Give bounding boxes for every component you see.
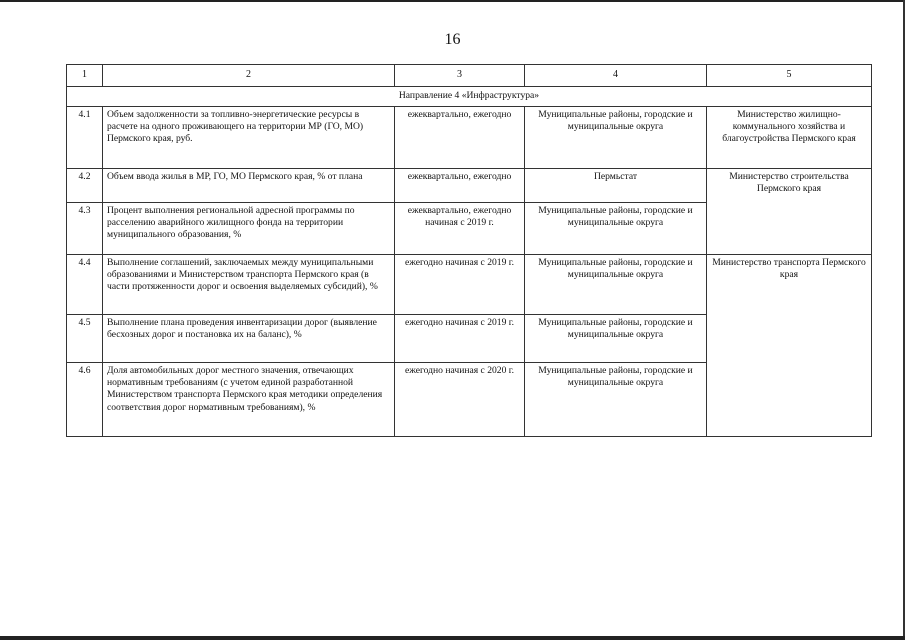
indicator-cell: Объем ввода жилья в МР, ГО, МО Пермского края, % от плана xyxy=(103,169,395,203)
indicator-cell: Выполнение плана проведения инвентаризации дорог (выявление бесхозных дорог и постановка их на баланс), % xyxy=(103,315,395,363)
responsible-cell xyxy=(707,315,872,363)
section-title: Направление 4 «Инфраструктура» xyxy=(67,87,872,107)
table-row xyxy=(67,315,872,363)
bottom-border-line xyxy=(0,636,905,640)
table-row xyxy=(67,107,872,169)
table-row xyxy=(67,363,872,437)
row-number: 4.6 xyxy=(67,363,103,437)
source-cell: Муниципальные районы, городские и муниципальные округа xyxy=(525,363,707,437)
responsible-cell: Министерство транспорта Пермского края xyxy=(707,255,872,315)
row-number: 4.2 xyxy=(67,169,103,203)
header-row xyxy=(67,65,872,87)
row-number: 4.5 xyxy=(67,315,103,363)
indicator-cell: Процент выполнения региональной адресной программы по расселению аварийного жилищного фонда на территории муниципального образования, % xyxy=(103,203,395,255)
frequency-cell: ежегодно начиная с 2019 г. xyxy=(395,255,525,315)
source-cell: Пермьстат xyxy=(525,169,707,203)
row-number: 4.4 xyxy=(67,255,103,315)
header-col-3: 3 xyxy=(395,65,525,87)
source-cell: Муниципальные районы, городские и муниципальные округа xyxy=(525,255,707,315)
source-cell: Муниципальные районы, городские и муниципальные округа xyxy=(525,315,707,363)
source-cell: Муниципальные районы, городские и муниципальные округа xyxy=(525,203,707,255)
header-col-2: 2 xyxy=(103,65,395,87)
header-col-4: 4 xyxy=(525,65,707,87)
table-row xyxy=(67,255,872,315)
responsible-cell xyxy=(707,363,872,437)
frequency-cell: ежегодно начиная с 2020 г. xyxy=(395,363,525,437)
source-cell: Муниципальные районы, городские и муниципальные округа xyxy=(525,107,707,169)
header-col-1: 1 xyxy=(67,65,103,87)
indicator-cell: Доля автомобильных дорог местного значения, отвечающих нормативным требованиям (с учетом единой разработанной Министерством транспорта Пермского края методики определения соответствия дорог нормативным требованиям), % xyxy=(103,363,395,437)
responsible-cell xyxy=(707,203,872,255)
row-number: 4.3 xyxy=(67,203,103,255)
row-number: 4.1 xyxy=(67,107,103,169)
section-row xyxy=(67,87,872,107)
frequency-cell: ежеквартально, ежегодно xyxy=(395,169,525,203)
top-border-line xyxy=(0,0,905,2)
header-col-5: 5 xyxy=(707,65,872,87)
indicators-table xyxy=(66,64,872,437)
indicator-cell: Объем задолженности за топливно-энергетические ресурсы в расчете на одного проживающего на территории МР (ГО, МО) Пермского края, руб. xyxy=(103,107,395,169)
table-row xyxy=(67,203,872,255)
page-number: 16 xyxy=(444,31,461,48)
frequency-cell: ежеквартально, ежегодно начиная с 2019 г. xyxy=(395,203,525,255)
frequency-cell: ежеквартально, ежегодно xyxy=(395,107,525,169)
indicator-cell: Выполнение соглашений, заключаемых между муниципальными образованиями и Министерством транспорта Пермского края (в части протяженности дорог и освоения выделяемых субсидий), % xyxy=(103,255,395,315)
frequency-cell: ежегодно начиная с 2019 г. xyxy=(395,315,525,363)
responsible-cell: Министерство жилищно-коммунального хозяйства и благоустройства Пермского края xyxy=(707,107,872,169)
table-row xyxy=(67,169,872,203)
responsible-cell: Министерство строительства Пермского края xyxy=(707,169,872,203)
